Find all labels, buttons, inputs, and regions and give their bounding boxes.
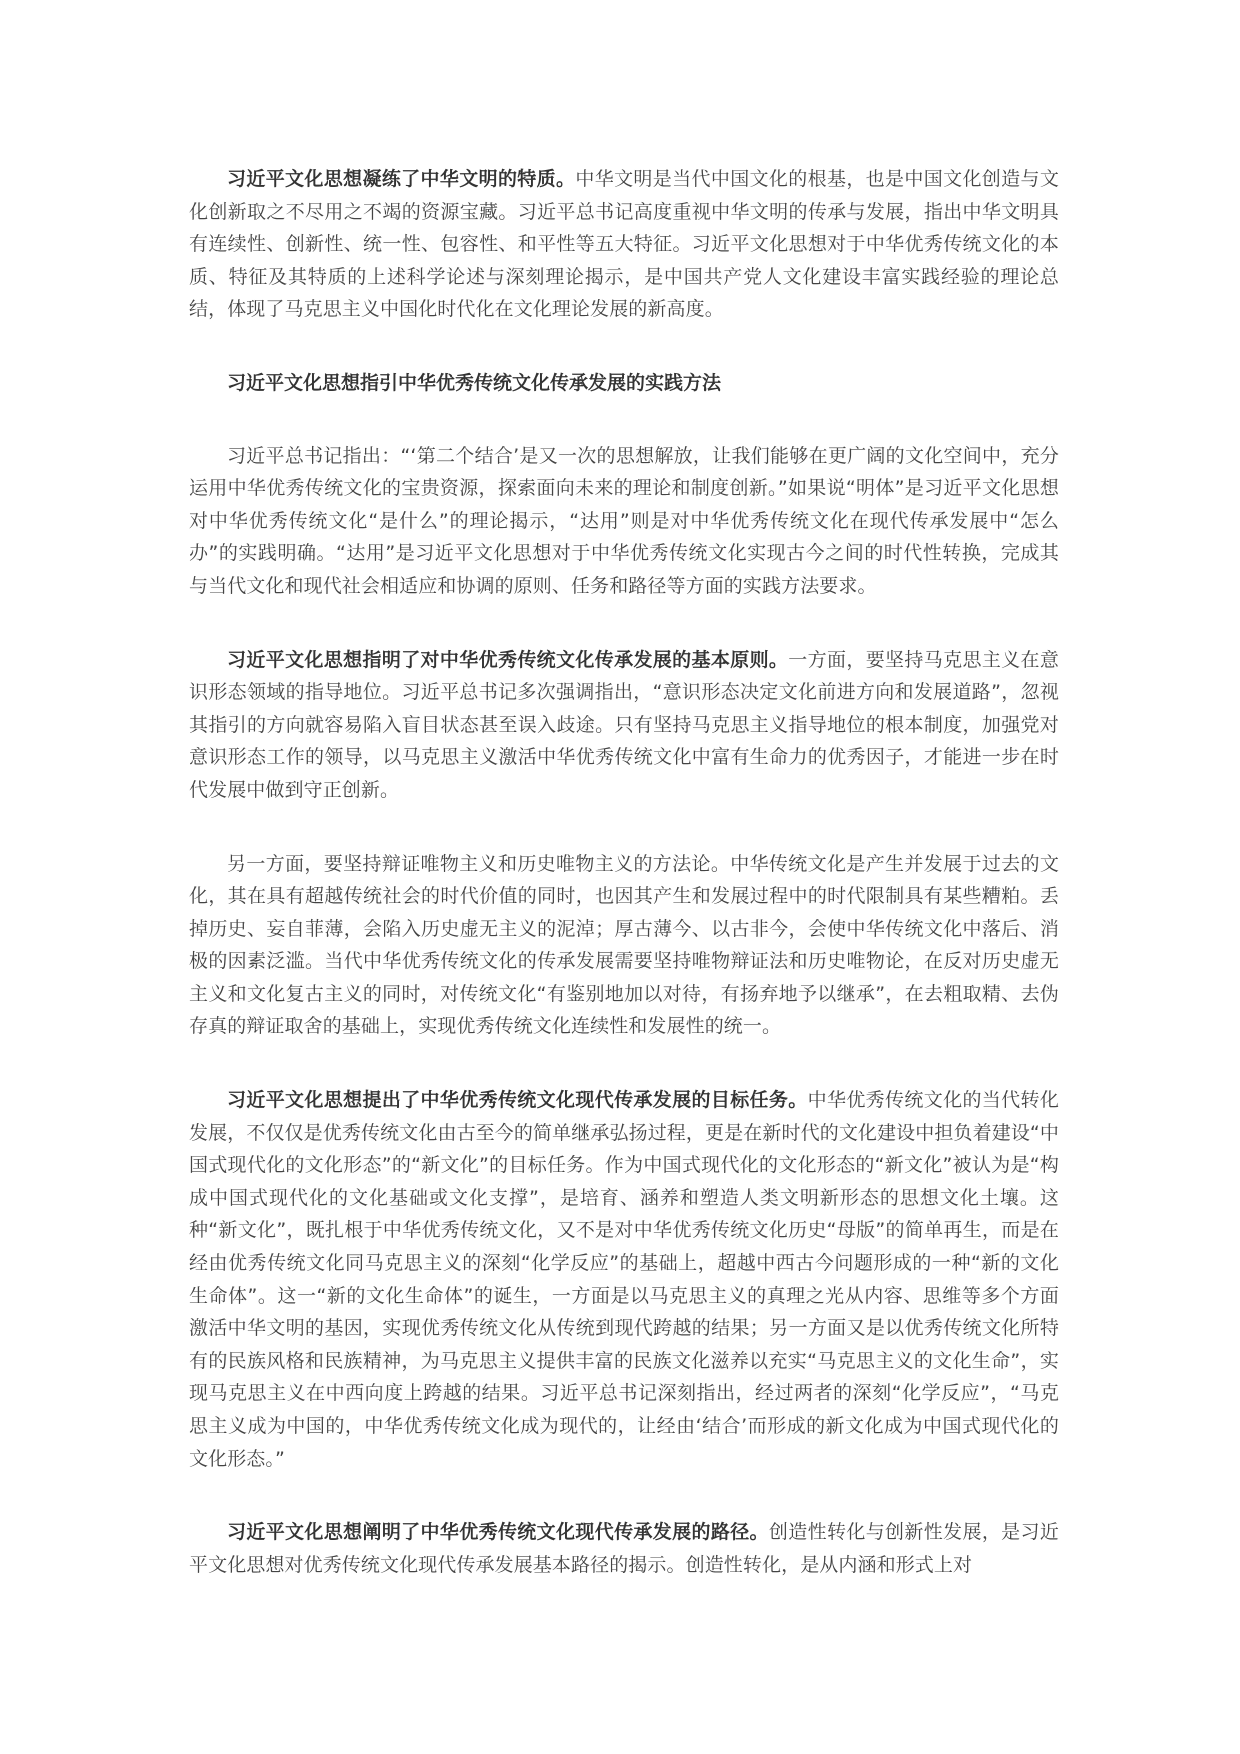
paragraph-basic-principles xyxy=(189,644,1059,807)
paragraph-text: 一方面，要坚持马克思主义在意识形态领域的指导地位。习近平总书记多次强调指出，“意识形态决定文化前进方向和发展道路”，忽视其指引的方向就容易陷入盲目状态甚至误入歧途。只有坚持马克思主义指导地位的根本制度，加强党对意识形态工作的领导，以马克思主义激活中华优秀传统文化中富有生命力的优秀因子，才能进一步在时代发展中做到守正创新。 xyxy=(189,648,1059,801)
paragraph-text: 中华优秀传统文化的当代转化发展，不仅仅是优秀传统文化由古至今的简单继承弘扬过程，更是在新时代的文化建设中担负着建设“中国式现代化的文化形态”的“新文化”的目标任务。作为中国式现代化的文化形态的“新文化”被认为是“构成中国式现代化的文化基础或文化支撑”，是培育、涵养和塑造人类文明新形态的思想文化土壤。这种“新文化”，既扎根于中华优秀传统文化，又不是对中华优秀传统文化历史“母版”的简单再生，而是在经由优秀传统文化同马克思主义的深刻“化学反应”的基础上，超越中西古今问题形成的一种“新的文化生命体”。这一“新的文化生命体”的诞生，一方面是以马克思主义的真理之光从内容、思维等多个方面激活中华文明的基因，实现优秀传统文化从传统到现代跨越的结果；另一方面又是以优秀传统文化所特有的民族风格和民族精神，为马克思主义提供丰富的民族文化滋养以充实“马克思主义的文化生命”，实现马克思主义在中西向度上跨越的结果。习近平总书记深刻指出，经过两者的深刻“化学反应”，“马克思主义成为中国的，中华优秀传统文化成为现代的，让经由‘结合’而形成的新文化成为中国式现代化的文化形态。” xyxy=(189,1089,1059,1470)
paragraph-text: 创造性转化与创新性发展，是习近平文化思想对优秀传统文化现代传承发展基本路径的揭示。创造性转化，是从内涵和形式上对 xyxy=(189,1521,1059,1576)
paragraph-lead: 习近平文化思想阐明了中华优秀传统文化现代传承发展的路径。 xyxy=(227,1521,769,1544)
paragraph-text: 另一方面，要坚持辩证唯物主义和历史唯物主义的方法论。中华传统文化是产生并发展于过去的文化，其在具有超越传统社会的时代价值的同时，也因其产生和发展过程中的时代限制具有某些糟粕。丢掉历史、妄自菲薄，会陷入历史虚无主义的泥淖；厚古薄今、以古非今，会使中华传统文化中落后、消极的因素泛滥。当代中华优秀传统文化的传承发展需要坚持唯物辩证法和历史唯物论，在反对历史虚无主义和文化复古主义的同时，对传统文化“有鉴别地加以对待，有扬弃地予以继承”，在去粗取精、去伪存真的辩证取舍的基础上，实现优秀传统文化连续性和发展性的统一。 xyxy=(189,852,1059,1038)
section-heading: 习近平文化思想指引中华优秀传统文化传承发展的实践方法 xyxy=(227,371,722,394)
paragraph-second-combination xyxy=(189,440,1059,603)
paragraph-lead: 习近平文化思想提出了中华优秀传统文化现代传承发展的目标任务。 xyxy=(227,1089,808,1112)
paragraph-goal-tasks xyxy=(189,1084,1059,1475)
paragraph-lead: 习近平文化思想凝练了中华文明的特质。 xyxy=(227,168,576,190)
paragraph-lead: 习近平文化思想指明了对中华优秀传统文化传承发展的基本原则。 xyxy=(227,648,789,671)
paragraph-text: 习近平总书记指出：“‘第二个结合’是又一次的思想解放，让我们能够在更广阔的文化空间中，充分运用中华优秀传统文化的宝贵资源，探索面向未来的理论和制度创新。”如果说“明体”是习近平文化思想对中华优秀传统文化“是什么”的理论揭示，“达用”则是对中华优秀传统文化在现代传承发展中“怎么办”的实践明确。“达用”是习近平文化思想对于中华优秀传统文化实现古今之间的时代性转换，完成其与当代文化和现代社会相适应和协调的原则、任务和路径等方面的实践方法要求。 xyxy=(189,444,1059,597)
paragraph-development-path xyxy=(189,1516,1059,1581)
paragraph-text: 中华文明是当代中国文化的根基，也是中国文化创造与文化创新取之不尽用之不竭的资源宝藏。习近平总书记高度重视中华文明的传承与发展，指出中华文明具有连续性、创新性、统一性、包容性、和平性等五大特征。习近平文化思想对于中华优秀传统文化的本质、特征及其特质的上述科学论述与深刻理论揭示，是中国共产党人文化建设丰富实践经验的理论总结，体现了马克思主义中国化时代化在文化理论发展的新高度。 xyxy=(189,168,1059,321)
paragraph-civilization-traits xyxy=(189,163,1059,326)
paragraph-methodology xyxy=(189,848,1059,1044)
document-page xyxy=(189,163,1059,1622)
